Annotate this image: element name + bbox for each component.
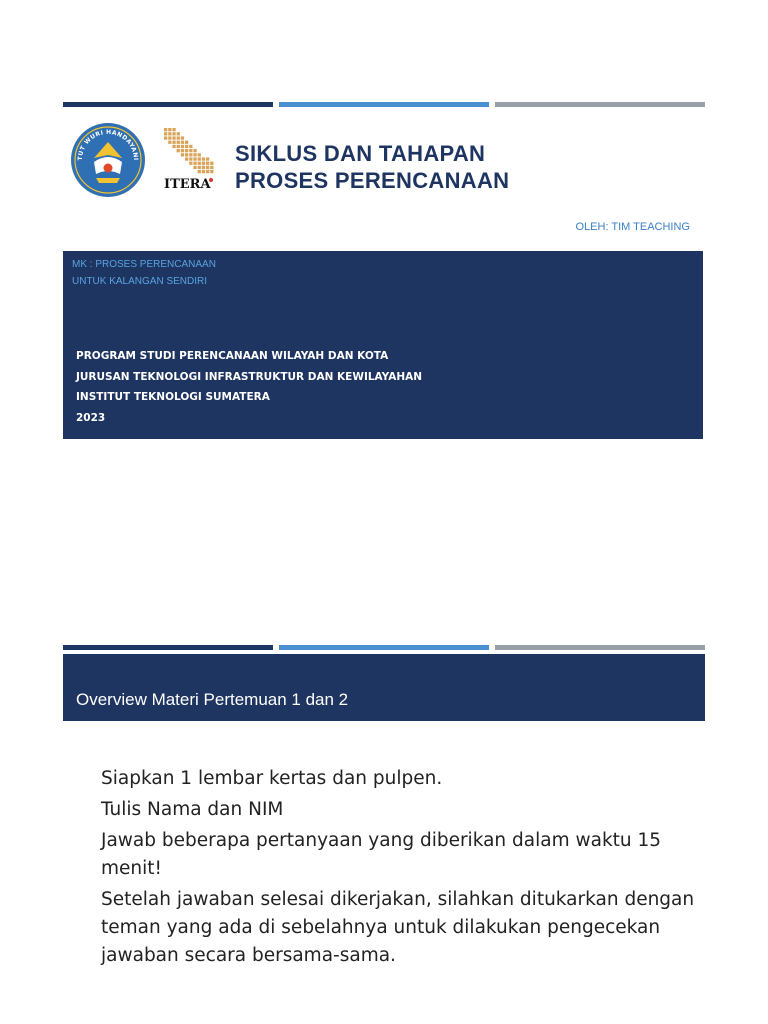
instructions <box>101 765 701 970</box>
itera-wordmark: ITERA <box>164 177 211 192</box>
institution-block <box>76 346 422 428</box>
overview-slide <box>0 512 768 1024</box>
course-name: MK : PROSES PERENCANAAN <box>72 259 216 270</box>
title-line-1: SIKLUS DAN TAHAPAN <box>235 141 486 166</box>
study-program: PROGRAM STUDI PERENCANAAN WILAYAH DAN KOTA <box>76 350 389 362</box>
instruction-paragraph: Tulis Nama dan NIM <box>101 799 284 820</box>
info-box <box>63 251 703 439</box>
slide-header-bar <box>63 654 705 721</box>
course-info <box>72 256 216 290</box>
stripe-gray <box>495 102 705 107</box>
slide-header-title: Overview Materi Pertemuan 1 dan 2 <box>76 690 349 709</box>
title-line-2: PROSES PERENCANAAN <box>235 168 510 193</box>
year: 2023 <box>76 411 106 424</box>
institute: INSTITUT TEKNOLOGI SUMATERA <box>76 391 270 403</box>
section-accent-stripes <box>63 645 705 650</box>
stripe-gray <box>495 645 705 650</box>
top-accent-stripes <box>63 102 705 107</box>
distribution-notice: UNTUK KALANGAN SENDIRI <box>72 276 208 287</box>
slide-title <box>235 140 705 194</box>
department: JURUSAN TEKNOLOGI INFRASTRUKTUR DAN KEWILAYAHAN <box>76 370 423 383</box>
stripe-navy <box>63 645 273 650</box>
instruction-paragraph: Setelah jawaban selesai dikerjakan, silahkan ditukarkan dengan teman yang ada di sebelahnya untuk dilakukan pengecekan jawaban secara bersama-sama. <box>101 889 695 966</box>
instruction-paragraph: Jawab beberapa pertanyaan yang diberikan dalam waktu 15 menit! <box>101 830 662 879</box>
stripe-navy <box>63 102 273 107</box>
tut-wuri-handayani-logo <box>70 122 146 198</box>
stripe-blue <box>279 102 489 107</box>
stripe-blue <box>279 645 489 650</box>
instruction-paragraph: Siapkan 1 lembar kertas dan pulpen. <box>101 768 443 789</box>
author-label: OLEH: TIM TEACHING <box>575 221 690 233</box>
tut-wuri-motto: TUT WURI HANDAYANI <box>76 128 140 161</box>
